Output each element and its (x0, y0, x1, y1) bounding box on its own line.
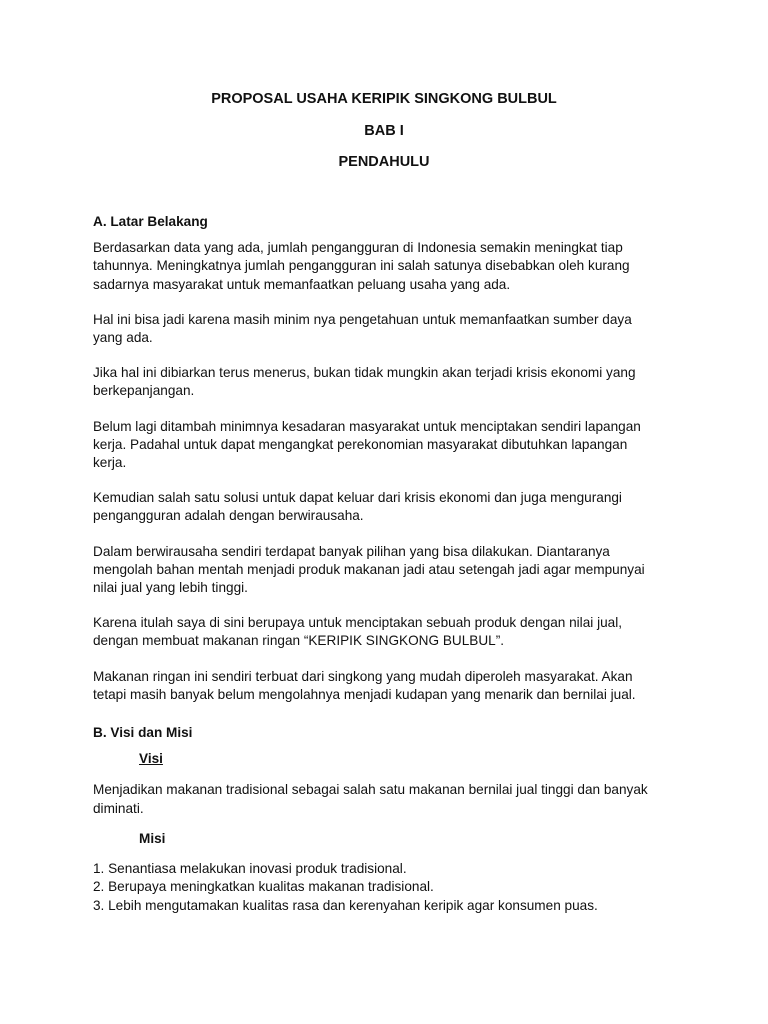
line: Makanan ringan ini sendiri terbuat dari singkong yang mudah diperoleh masyarakat. Akan (93, 668, 633, 684)
visi-heading: Visi (139, 751, 163, 767)
line: berkepanjangan. (93, 383, 195, 399)
paragraph-6 (93, 543, 683, 598)
line: nilai jual yang lebih tinggi. (93, 580, 248, 596)
line: Berdasarkan data yang ada, jumlah pengangguran di Indonesia semakin meningkat tiap (93, 240, 623, 256)
line: pengangguran adalah dengan berwirausaha. (93, 508, 364, 524)
line: Belum lagi ditambah minimnya kesadaran masyarakat untuk menciptakan sendiri lapangan (93, 418, 641, 434)
paragraph-1 (93, 239, 683, 294)
line: kerja. (93, 455, 127, 471)
list-item: 3. Lebih mengutamakan kualitas rasa dan kerenyahan keripik agar konsumen puas. (93, 897, 598, 913)
line: Dalam berwirausaha sendiri terdapat banyak pilihan yang bisa dilakukan. Diantaranya (93, 543, 610, 559)
line: Jika hal ini dibiarkan terus menerus, bukan tidak mungkin akan terjadi krisis ekonomi yang (93, 365, 636, 381)
line: tetapi masih banyak belum mengolahnya menjadi kudapan yang menarik dan bernilai jual. (93, 686, 636, 702)
line: tahunnya. Meningkatnya jumlah pengangguran ini salah satunya disebabkan oleh kurang (93, 258, 630, 274)
line: Hal ini bisa jadi karena masih minim nya pengetahuan untuk memanfaatkan sumber daya (93, 311, 632, 327)
line: mengolah bahan mentah menjadi produk makanan jadi atau setengah jadi agar mempunyai (93, 561, 645, 577)
section-a-title: A. Latar Belakang (93, 214, 208, 229)
chapter-number: BAB I (364, 123, 404, 139)
document-body (93, 213, 683, 915)
visi-statement (93, 780, 683, 818)
line: yang ada. (93, 330, 153, 346)
line: dengan membuat makanan ringan “KERIPIK SINGKONG BULBUL”. (93, 633, 505, 649)
paragraph-3 (93, 364, 683, 400)
line: Menjadikan makanan tradisional sebagai salah satu makanan bernilai jual tinggi dan banyak (93, 782, 648, 798)
list-item: 1. Senantiasa melakukan inovasi produk tradisional. (93, 860, 407, 876)
misi-list (93, 860, 683, 916)
section-a-paragraphs (93, 239, 683, 704)
section-b-title: B. Visi dan Misi (93, 725, 193, 741)
list-item: 2. Berupaya meningkatkan kualitas makanan tradisional. (93, 879, 434, 895)
line: diminati. (93, 801, 144, 817)
misi-heading: Misi (139, 831, 166, 847)
paragraph-8 (93, 668, 683, 704)
document-title: PROPOSAL USAHA KERIPIK SINGKONG BULBUL (211, 91, 557, 107)
line: Karena itulah saya di sini berupaya untuk menciptakan sebuah produk dengan nilai jual, (93, 615, 623, 631)
line: sadarnya masyarakat untuk memanfaatkan peluang usaha yang ada. (93, 276, 511, 292)
paragraph-7 (93, 614, 683, 650)
chapter-title: PENDAHULU (338, 154, 430, 170)
paragraph-4 (93, 418, 683, 473)
paragraph-2 (93, 311, 683, 347)
paragraph-5 (93, 489, 683, 525)
line: kerja. Padahal untuk dapat mengangkat perekonomian masyarakat dibutuhkan lapangan (93, 436, 628, 452)
line: Kemudian salah satu solusi untuk dapat keluar dari krisis ekonomi dan juga mengurangi (93, 490, 622, 506)
